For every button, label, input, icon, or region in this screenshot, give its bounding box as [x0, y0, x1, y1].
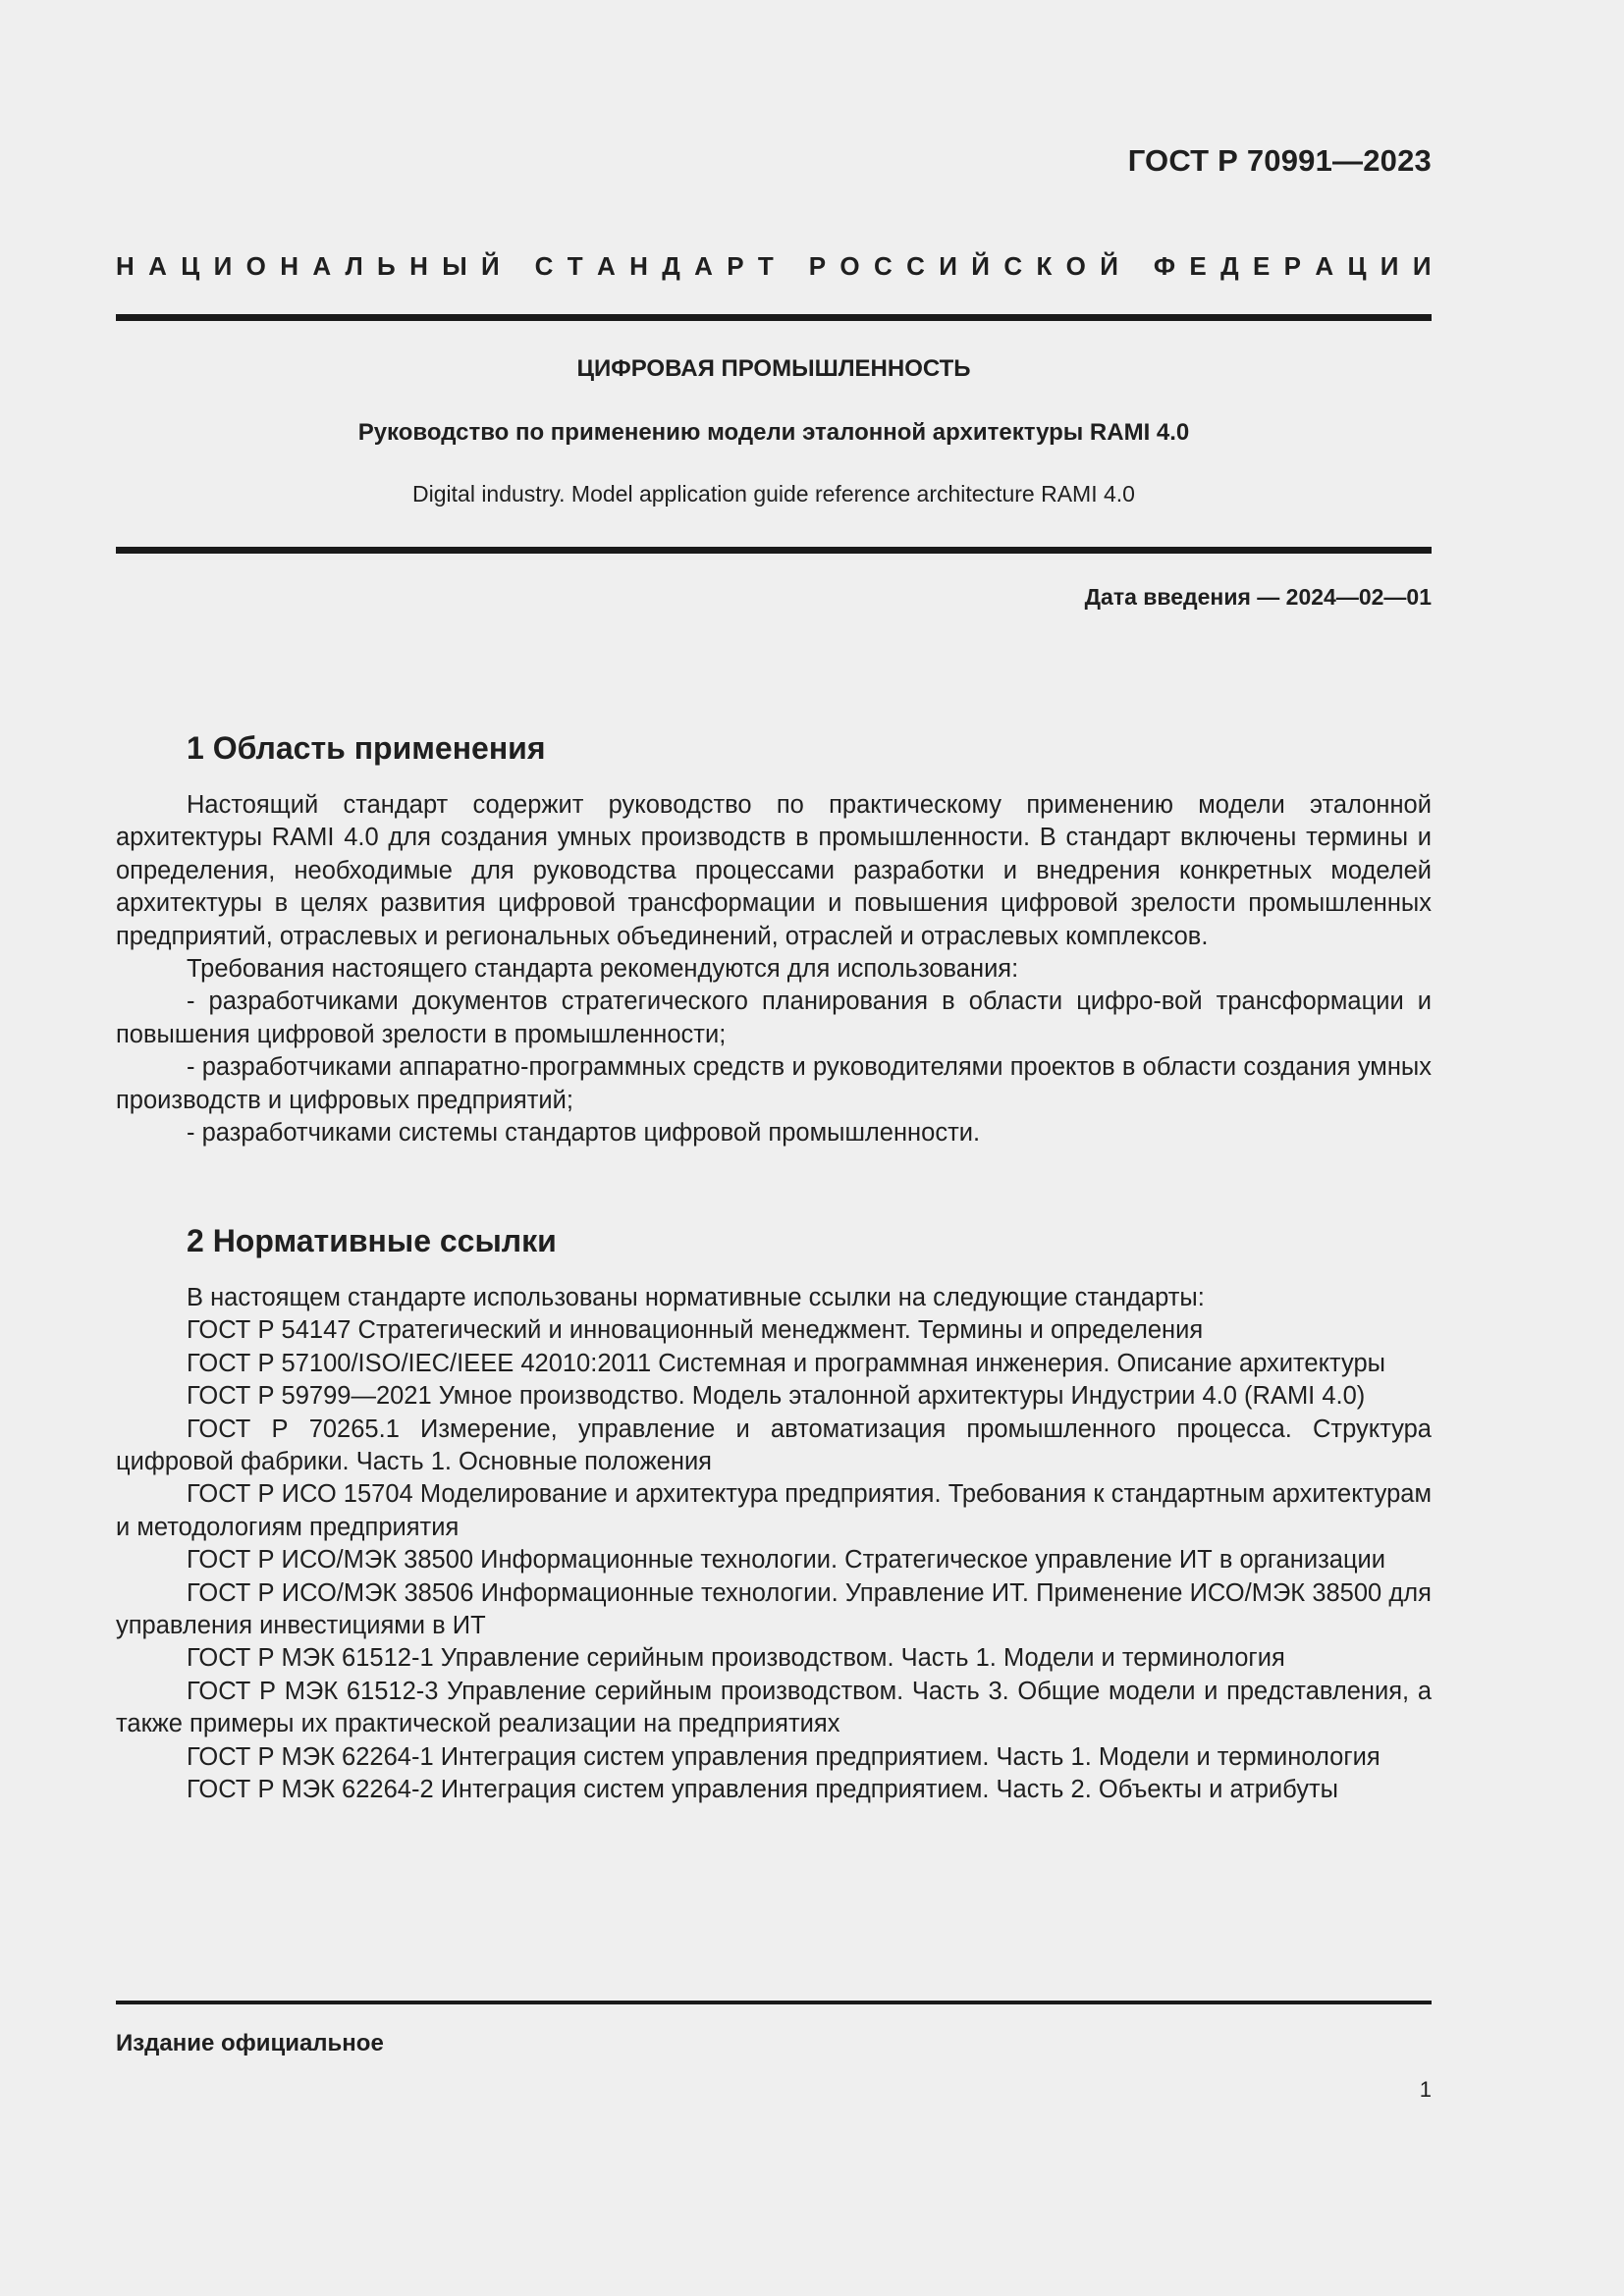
banner-letter: О	[245, 251, 266, 281]
standard-banner	[116, 251, 1432, 282]
banner-letter: К	[1036, 251, 1053, 281]
banner-letter: О	[839, 251, 860, 281]
banner-letter: Ц	[181, 251, 200, 281]
banner-letter: Р	[1283, 251, 1301, 281]
list-item: - разработчиками системы стандартов цифровой промышленности.	[187, 1119, 981, 1148]
footer-rule	[116, 2001, 1432, 2004]
list-item: - разработчиками документов стратегического планирования в области цифро-вой трансформации и повышения цифровой зрелости в промышленности;	[116, 988, 1432, 1048]
list-item: - разработчиками аппаратно-программных средств и руководителями проектов в области создания умных производств и цифровых предприятий;	[116, 1053, 1432, 1114]
banner-letter: И	[1412, 251, 1432, 281]
reference-item: ГОСТ Р ИСО/МЭК 38506 Информационные технологии. Управление ИТ. Применение ИСО/МЭК 38500 для управления инвестициями в ИТ	[116, 1578, 1432, 1640]
reference-item: ГОСТ Р 70265.1 Измерение, управление и автоматизация промышленного процесса. Структура цифровой фабрики. Часть 1. Основные положения	[116, 1415, 1432, 1476]
reference-item: ГОСТ Р 54147 Стратегический и инновационный менеджмент. Термины и определения	[187, 1316, 1204, 1345]
banner-letter: Н	[409, 251, 428, 281]
paragraph: В настоящем стандарте использованы нормативные ссылки на следующие стандарты:	[187, 1284, 1205, 1311]
reference-item: ГОСТ Р МЭК 61512-3 Управление серийным производством. Часть 3. Общие модели и представления, а также примеры их практической реализации на предприятиях	[116, 1677, 1432, 1738]
section-heading-references: 2 Нормативные ссылки	[187, 1223, 557, 1258]
banner-letter: Ф	[1153, 251, 1176, 281]
section-heading-scope: 1 Область применения	[187, 730, 546, 766]
title-rule	[116, 547, 1432, 554]
banner-letter: Ь	[377, 251, 396, 281]
banner-letter: Й	[1100, 251, 1118, 281]
banner-letter: Н	[116, 251, 135, 281]
banner-letter: С	[1003, 251, 1023, 281]
banner-letter: Й	[481, 251, 500, 281]
banner-letter: А	[148, 251, 167, 281]
reference-item: ГОСТ Р МЭК 61512-1 Управление серийным производством. Часть 1. Модели и терминология	[187, 1644, 1285, 1673]
banner-letter: Ы	[442, 251, 467, 281]
banner-letter: Т	[757, 251, 774, 281]
banner-letter: Е	[1189, 251, 1207, 281]
banner-letter: Н	[629, 251, 648, 281]
banner-letter: С	[906, 251, 925, 281]
document-code: ГОСТ Р 70991—2023	[1127, 143, 1432, 178]
official-edition-label: Издание официальное	[116, 2030, 384, 2056]
banner-letter: Е	[1252, 251, 1271, 281]
document-title: ЦИФРОВАЯ ПРОМЫШЛЕННОСТЬ	[576, 355, 971, 382]
banner-letter: А	[694, 251, 713, 281]
banner-letter	[787, 251, 794, 282]
paragraph: Требования настоящего стандарта рекомендуются для использования:	[187, 955, 1019, 984]
reference-item: ГОСТ Р 57100/ISO/IEC/IEEE 42010:2011 Системная и программная инженерия. Описание архитектуры	[187, 1349, 1385, 1377]
reference-item: ГОСТ Р МЭК 62264-2 Интеграция систем управления предприятием. Часть 2. Объекты и атрибуты	[187, 1776, 1338, 1804]
banner-letter	[1132, 251, 1139, 282]
banner-letter: А	[596, 251, 616, 281]
banner-letter: Ц	[1347, 251, 1367, 281]
section-body-references	[116, 1282, 1432, 1807]
banner-letter: Й	[971, 251, 990, 281]
paragraph: Настоящий стандарт содержит руководство по практическому применению модели эталонной архитектуры RAMI 4.0 для создания умных производств в промышленности. В стандарт включены термины и определения, необходимые для руководства процессами разработки и внедрения конкретных моделей архитектуры в целях развития цифровой трансформации и повышения цифровой зрелости промышленных предприятий, отраслевых и региональных объединений, отраслей и отраслевых комплексов.	[116, 791, 1432, 950]
banner-letter: Т	[567, 251, 583, 281]
reference-item: ГОСТ Р ИСО 15704 Моделирование и архитектура предприятия. Требования к стандартным архитектурам и методологиям предприятия	[116, 1480, 1432, 1541]
banner-letter: Д	[1220, 251, 1239, 281]
top-rule	[116, 314, 1432, 321]
banner-letter: И	[1380, 251, 1399, 281]
banner-letter: О	[1065, 251, 1086, 281]
banner-letter: С	[534, 251, 554, 281]
banner-letter: Р	[808, 251, 827, 281]
document-subtitle: Руководство по применению модели эталонной архитектуры RAMI 4.0	[357, 419, 1190, 446]
banner-letter: Р	[727, 251, 744, 281]
introduction-date: Дата введения — 2024—02—01	[1084, 584, 1432, 610]
banner-letter	[514, 251, 520, 282]
banner-letter: И	[213, 251, 233, 281]
banner-letter: А	[312, 251, 332, 281]
banner-letter: Л	[345, 251, 363, 281]
reference-item: ГОСТ Р 59799—2021 Умное производство. Модель эталонной архитектуры Индустрии 4.0 (RAMI 4.0)	[187, 1382, 1366, 1411]
reference-item: ГОСТ Р МЭК 62264-1 Интеграция систем управления предприятием. Часть 1. Модели и терминология	[187, 1742, 1380, 1771]
banner-letter: Н	[280, 251, 298, 281]
banner-letter: И	[939, 251, 957, 281]
section-body-scope	[116, 789, 1432, 1149]
page-number: 1	[1419, 2077, 1432, 2102]
banner-letter: Д	[662, 251, 680, 281]
reference-item: ГОСТ Р ИСО/МЭК 38500 Информационные технологии. Стратегическое управление ИТ в организации	[187, 1546, 1386, 1575]
english-title: Digital industry. Model application guide reference architecture RAMI 4.0	[412, 481, 1135, 507]
banner-letter: С	[874, 251, 893, 281]
banner-letter: А	[1315, 251, 1334, 281]
